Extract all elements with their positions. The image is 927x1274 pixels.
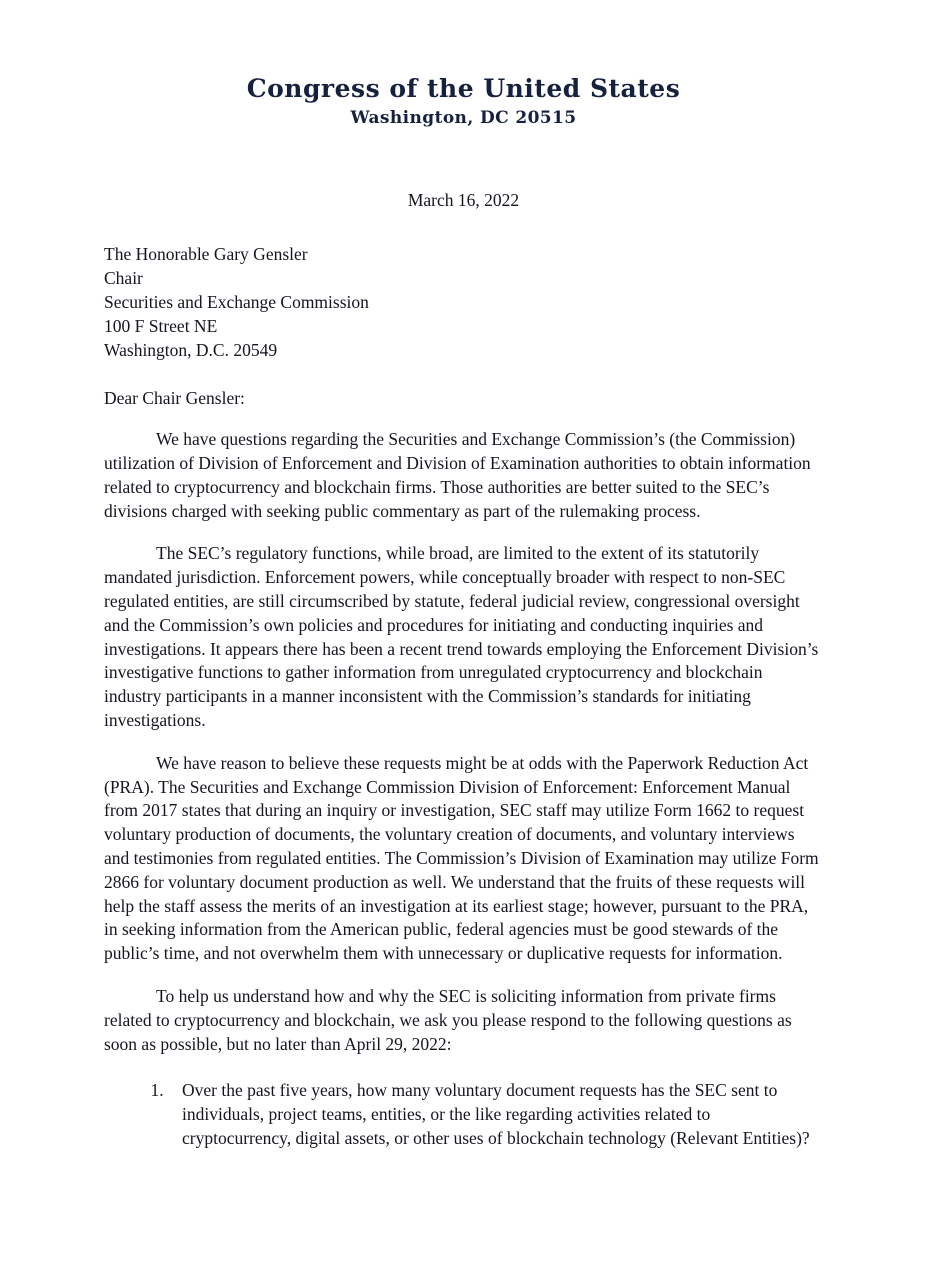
recipient-address: [104, 243, 823, 363]
letterhead-subtitle: Washington, DC 20515: [350, 108, 577, 128]
recipient-agency: Securities and Exchange Commission: [104, 292, 369, 313]
body-paragraph-3: We have reason to believe these requests might be at odds with the Paperwork Reduction Act (PRA). The Securities and Exchange Commission Division of Enforcement: Enforcement Manual from 2017 states that during an inquiry or investigation, SEC staff may utilize Form 1662 to request voluntary production of documents, the voluntary creation of documents, and voluntary interviews and testimonies from regulated entities. The Commission’s Division of Examination may utilize Form 2866 for voluntary document production as well. We understand that the fruits of these requests will help the staff assess the merits of an investigation at its earliest stage; however, pursuant to the PRA, in seeking information from the American public, federal agencies must be good stewards of the public’s time, and not overwhelm them with unnecessary or duplicative requests for information.: [104, 752, 819, 964]
body-paragraph-2: The SEC’s regulatory functions, while broad, are limited to the extent of its statutorily mandated jurisdiction. Enforcement powers, while conceptually broader with respect to non-SEC regulated entities, are still circumscribed by statute, federal judicial review, congressional oversight and the Commission’s own policies and procedures for initiating and conducting inquiries and investigations. It appears there has been a recent trend towards employing the Enforcement Division’s investigative functions to gather information from unregulated cryptocurrency and blockchain industry participants in a manner inconsistent with the Commission’s standards for initiating investigations.: [104, 543, 819, 730]
list-item: 1. Over the past five years, how many voluntary document requests has the SEC sent to individuals, project teams, entities, or the like regarding activities related to cryptocurrency, digital assets, or other uses of blockchain technology (Relevant Entities)?: [168, 1079, 823, 1150]
letter-date: March 16, 2022: [407, 190, 520, 211]
body-paragraph-1: We have questions regarding the Securities and Exchange Commission’s (the Commission) utilization of Division of Enforcement and Division of Examination authorities to obtain information related to cryptocurrency and blockchain firms. Those authorities are better suited to the SEC’s divisions charged with seeking public commentary as part of the rulemaking process.: [104, 429, 811, 521]
letterhead: [104, 74, 823, 128]
recipient-title: Chair: [104, 268, 143, 289]
body-paragraph-4: To help us understand how and why the SEC is soliciting information from private firms related to cryptocurrency and blockchain, we ask you please respond to the following questions as soon as possible, but no later than April 29, 2022:: [104, 985, 792, 1054]
recipient-name: The Honorable Gary Gensler: [104, 244, 308, 265]
letterhead-title: Congress of the United States: [246, 74, 681, 103]
questions-list: [104, 1079, 823, 1150]
recipient-city-state-zip: Washington, D.C. 20549: [104, 340, 278, 361]
salutation: Dear Chair Gensler:: [104, 388, 245, 409]
document-page: [0, 74, 927, 1274]
recipient-street: 100 F Street NE: [104, 316, 218, 337]
